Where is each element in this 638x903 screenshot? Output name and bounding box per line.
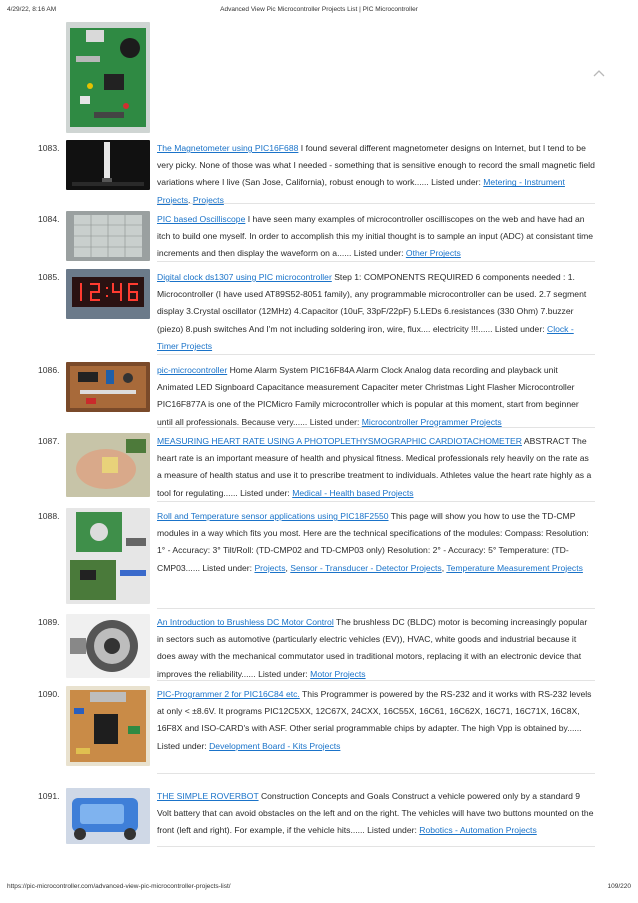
page-number: 109/220	[607, 883, 631, 890]
entry-text: This page will show you how to use the TD-CMP modules in a way which fits you most. Here are the technical specifications of the modules: Compass: Resolution: 1° - Accuracy: 3° Tilt/Roll: (TD-CMP02 and TD-CMP03 only) Resolution: 2° - Accuracy: 5° Temperature: (TD-CMP03...... Listed under:	[157, 511, 589, 573]
project-link[interactable]: PIC based Oscilliscope	[157, 214, 246, 224]
category-link[interactable]: Projects	[192, 194, 224, 205]
project-link[interactable]: THE SIMPLE ROVERBOT	[157, 791, 259, 801]
entry-text: Step 1: COMPONENTS REQUIRED 6 components needed : 1. Microcontroller (I have used AT89S52-8051 family), any programmable microcontroller can be used. 2.7 segment display 3.Crystal oscillator (12MHz) 4.Capacitor (10uF, 33pF/22pF) 5.LEDs 6.resistances (330 Ohm) 7.buzzer (piezo) 8.push switches And I'm not including soldering iron, wire, flux.... electricity !!!...... Listed under:	[157, 272, 587, 334]
category-link[interactable]: Robotics - Automation Projects	[419, 825, 537, 836]
entry-number: 1085.	[38, 272, 60, 282]
category-link[interactable]: Microcontroller Programmer Projects	[361, 416, 502, 427]
category-link[interactable]: Motor Projects	[310, 668, 366, 679]
print-url: https://pic-microcontroller.com/advanced-view-pic-microcontroller-projects-list/	[7, 883, 231, 890]
entry-description	[157, 211, 595, 263]
separator	[157, 203, 595, 204]
project-thumbnail[interactable]	[66, 362, 150, 412]
category-link[interactable]: Sensor - Transducer - Detector Projects	[290, 562, 442, 573]
category-link[interactable]: Clock - Timer Projects	[157, 323, 574, 351]
separator	[157, 501, 595, 502]
category-link[interactable]: Medical - Health based Projects	[292, 487, 414, 498]
entry-number: 1084.	[38, 214, 60, 224]
entry-text: I have seen many examples of microcontroller oscilliscopes on the web and have had an itch to build one myself. In order to accomplish this my initial thought is to sample an input (ADC) at consistant time increments and then display the waveform on a...... Listed under:	[157, 214, 594, 259]
separator	[157, 354, 595, 355]
entry-description: Roll and Temperature sensor applications using PIC18F2550 This page will show you how to use the TD-CMP modules in a way which fits you most. Here are the technical specifications of the modules: Compass: Resolution: 1° - Accuracy: 3° Tilt/Roll: (TD-CMP02 and TD-CMP03 only) Resolution: 2° - Accuracy: 5° Temperature: (TD-CMP03...... Listed under: Projects, Sensor - Transducer - Detector Projects, Temperature Measurement Projects	[157, 511, 589, 573]
print-footer	[7, 883, 631, 893]
print-header	[7, 6, 631, 16]
entry-text: The brushless DC (BLDC) motor is becoming increasingly popular in sectors such as automotive (particularly electric vehicles (EV)), HVAC, white goods and industrial because it does away with the mechanical commutator used in traditional motors, replacing it with an electronic device that improves the reliability...... Listed under:	[157, 617, 588, 679]
separator	[157, 680, 595, 681]
entry-number: 1089.	[38, 617, 60, 627]
separator	[157, 773, 595, 774]
entry-number: 1088.	[38, 511, 60, 521]
project-link[interactable]: Roll and Temperature sensor applications using PIC18F2550	[157, 511, 389, 521]
scroll-to-top-icon[interactable]	[592, 66, 606, 78]
project-thumbnail[interactable]	[66, 788, 150, 844]
project-link[interactable]: Digital clock ds1307 using PIC microcontroller	[157, 272, 332, 282]
separator	[157, 846, 595, 847]
project-thumbnail[interactable]	[66, 269, 150, 319]
separator	[157, 427, 595, 428]
entry-description	[157, 433, 595, 502]
project-thumbnail[interactable]	[66, 614, 150, 678]
entry-text: ABSTRACT The heart rate is an important measure of health and physical fitness. Medical professionals rely heavily on the rate as a measure of health status and use it to prescribe treatment to individuals. Athletes value the heart rate highly as a tool for regulating...... Listed under:	[157, 436, 592, 498]
entry-number: 1086.	[38, 365, 60, 375]
project-link[interactable]: pic-microcontroller	[157, 365, 228, 375]
project-link[interactable]: MEASURING HEART RATE USING A PHOTOPLETHYSMOGRAPHIC CARDIOTACHOMETER	[157, 436, 522, 446]
entry-text: This Programmer is powered by the RS-232 and it works with RS-232 levels at only < ±8.6V. It programs PIC12C5XX, 12C67X, 24CXX, 16C55X, 16C61, 16C62X, 16C71, 16C71X, 16C8X, 16F8X and ISO-CARD's with ASF. Other serial programmable chips by adapter. The high Vpp is obtained by...... Listed under:	[157, 689, 592, 751]
entry-description	[157, 788, 595, 840]
entry-number: 1087.	[38, 436, 60, 446]
category-link[interactable]: Temperature Measurement Projects	[446, 562, 583, 573]
entry-description	[157, 686, 595, 755]
category-link[interactable]: Metering - Instrument Projects	[157, 177, 565, 205]
category-link[interactable]: Projects	[254, 562, 286, 573]
project-thumbnail[interactable]	[66, 433, 150, 497]
entry-description	[157, 614, 595, 683]
project-link[interactable]: The Magnetometer using PIC16F688	[157, 143, 299, 153]
project-thumbnail[interactable]	[66, 508, 150, 604]
print-date: 4/29/22, 8:16 AM	[7, 6, 57, 13]
entry-number: 1083.	[38, 143, 60, 153]
category-link[interactable]: Other Projects	[405, 248, 461, 259]
project-link[interactable]: An Introduction to Brushless DC Motor Control	[157, 617, 334, 627]
entry-description	[157, 269, 595, 355]
project-thumbnail[interactable]	[66, 211, 150, 261]
entry-text: I found several different magnetometer designs on Internet, but I tend to be very picky. None of those was what I needed - something that is sensitive enough to record the small magnetic field variations where I live (San Jose, California), robust enough to work...... Listed under:	[157, 143, 595, 188]
project-link[interactable]: PIC-Programmer 2 for PIC16C84 etc.	[157, 689, 300, 699]
entry-text: Construction Concepts and Goals Construct a vehicle powered only by a standard 9 Volt battery that can avoid obstacles on the left and on the right. The vehicles will have two buttons mounted on the front (left and right). For example, if the vehicle hits...... Listed under:	[157, 791, 594, 836]
separator	[157, 261, 595, 262]
project-thumbnail[interactable]	[66, 22, 150, 133]
entry-number: 1091.	[38, 791, 60, 801]
separator	[157, 608, 595, 609]
project-thumbnail[interactable]	[66, 686, 150, 766]
project-thumbnail[interactable]	[66, 140, 150, 190]
entry-description	[157, 362, 595, 431]
entry-description: The Magnetometer using PIC16F688 I found several different magnetometer designs on Internet, but I tend to be very picky. None of those was what I needed - something that is sensitive enough to record the small magnetic field variations where I live (San Jose, California), robust enough to work...... Listed under: Metering - Instrument Projects, Projects	[157, 143, 595, 205]
entry-text: Home Alarm System PIC16F84A Alarm Clock Analog data recording and playback unit Animated LED Signboard Capacitance measurement Capaciter meter Christmas Light Flasher Microcontroller PIC16F877A is one of the PICMicro Family microcontroller which is popular at this moment, start from beginner until all professionals. Because very...... Listed under:	[157, 365, 579, 427]
entry-number: 1090.	[38, 689, 60, 699]
category-link[interactable]: Development Board - Kits Projects	[209, 740, 341, 751]
print-title: Advanced View Pic Microcontroller Projects List | PIC Microcontroller	[220, 6, 418, 13]
